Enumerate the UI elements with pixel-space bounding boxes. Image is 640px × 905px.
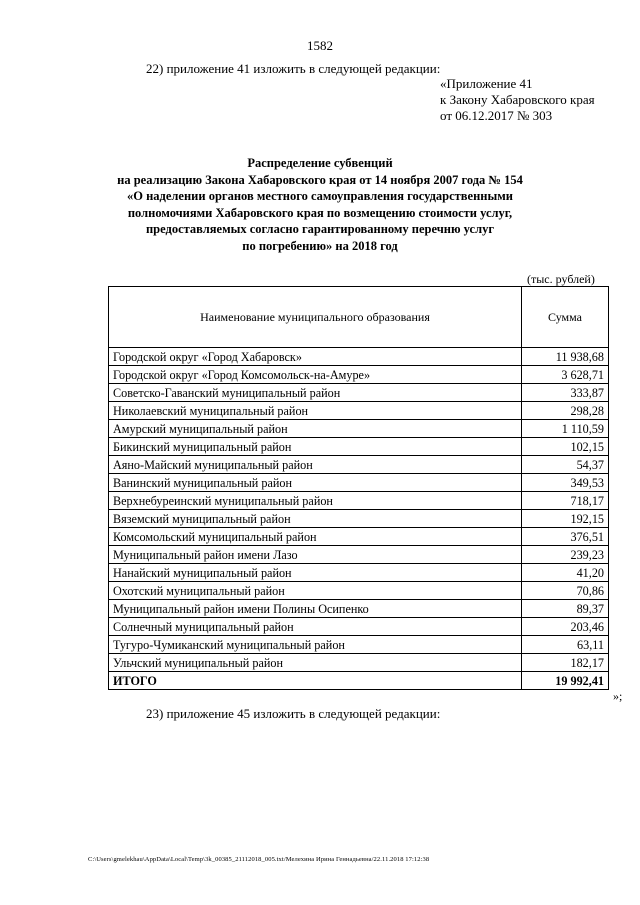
table-row bbox=[109, 402, 609, 420]
annex-line-1: «Приложение 41 bbox=[440, 76, 533, 91]
footer-path: C:\Users\gmelekhau\AppData\Local\Temp\3k_00385_21112018_005.txt/Мелехина Ирина Геннадьевна/22.11.2018 17:12:38 bbox=[88, 856, 430, 863]
row-sum: 718,17 bbox=[522, 492, 609, 510]
header-sum: Сумма bbox=[522, 287, 609, 348]
intro-line: 22) приложение 41 изложить в следующей редакции: bbox=[146, 61, 441, 76]
table-header-row bbox=[109, 287, 609, 348]
closing-quote: »; bbox=[613, 689, 623, 703]
table-row bbox=[109, 384, 609, 402]
row-sum: 54,37 bbox=[522, 456, 609, 474]
row-name: Амурский муниципальный район bbox=[109, 420, 522, 438]
table-row bbox=[109, 564, 609, 582]
table-row bbox=[109, 582, 609, 600]
title-line: «О наделении органов местного самоуправления государственными bbox=[127, 189, 513, 203]
row-name: Городской округ «Город Хабаровск» bbox=[109, 348, 522, 366]
table-row bbox=[109, 510, 609, 528]
row-sum: 182,17 bbox=[522, 654, 609, 672]
row-sum: 298,28 bbox=[522, 402, 609, 420]
row-sum: 63,11 bbox=[522, 636, 609, 654]
table-row bbox=[109, 348, 609, 366]
row-name: Ульчский муниципальный район bbox=[109, 654, 522, 672]
row-name: Ванинский муниципальный район bbox=[109, 474, 522, 492]
table-row bbox=[109, 600, 609, 618]
row-sum: 239,23 bbox=[522, 546, 609, 564]
row-sum: 11 938,68 bbox=[522, 348, 609, 366]
title-line: по погребению» на 2018 год bbox=[242, 238, 398, 253]
total-sum: 19 992,41 bbox=[522, 672, 609, 690]
row-sum: 89,37 bbox=[522, 600, 609, 618]
row-name: Николаевский муниципальный район bbox=[109, 402, 522, 420]
row-sum: 192,15 bbox=[522, 510, 609, 528]
row-sum: 41,20 bbox=[522, 564, 609, 582]
row-sum: 333,87 bbox=[522, 384, 609, 402]
title-line: предоставляемых согласно гарантированному перечню услуг bbox=[145, 222, 495, 236]
row-sum: 349,53 bbox=[522, 474, 609, 492]
table-row bbox=[109, 474, 609, 492]
row-name: Тугуро-Чумиканский муниципальный район bbox=[109, 636, 522, 654]
row-name: Вяземский муниципальный район bbox=[109, 510, 522, 528]
row-name: Муниципальный район имени Лазо bbox=[109, 546, 522, 564]
row-name: Советско-Гаванский муниципальный район bbox=[109, 384, 522, 402]
table-row bbox=[109, 420, 609, 438]
row-sum: 376,51 bbox=[522, 528, 609, 546]
row-name: Комсомольский муниципальный район bbox=[109, 528, 522, 546]
row-name: Солнечный муниципальный район bbox=[109, 618, 522, 636]
next-line: 23) приложение 45 изложить в следующей редакции: bbox=[146, 706, 441, 721]
table-row bbox=[109, 366, 609, 384]
row-name: Бикинский муниципальный район bbox=[109, 438, 522, 456]
row-sum: 102,15 bbox=[522, 438, 609, 456]
table-row bbox=[109, 528, 609, 546]
table-row bbox=[109, 438, 609, 456]
table-row bbox=[109, 546, 609, 564]
annex-line-2: к Закону Хабаровского края bbox=[440, 92, 595, 107]
total-row bbox=[109, 672, 609, 690]
table-row bbox=[109, 654, 609, 672]
title-line: на реализацию Закона Хабаровского края от 14 ноября 2007 года № 154 bbox=[117, 172, 523, 187]
document-title bbox=[100, 155, 540, 254]
page-number: 1582 bbox=[307, 38, 333, 53]
unit-note: (тыс. рублей) bbox=[527, 272, 595, 286]
annex-reference bbox=[440, 76, 595, 124]
row-sum: 203,46 bbox=[522, 618, 609, 636]
table-row bbox=[109, 618, 609, 636]
row-sum: 70,86 bbox=[522, 582, 609, 600]
row-name: Городской округ «Город Комсомольск-на-Амуре» bbox=[109, 366, 522, 384]
annex-line-3: от 06.12.2017 № 303 bbox=[440, 108, 553, 123]
row-name: Верхнебуреинский муниципальный район bbox=[109, 492, 522, 510]
total-label: ИТОГО bbox=[109, 672, 522, 690]
row-name: Аяно-Майский муниципальный район bbox=[109, 456, 522, 474]
header-name: Наименование муниципального образования bbox=[109, 287, 522, 348]
table-row bbox=[109, 456, 609, 474]
table-row bbox=[109, 492, 609, 510]
title-line: полномочиями Хабаровского края по возмещению стоимости услуг, bbox=[127, 205, 513, 220]
row-name: Нанайский муниципальный район bbox=[109, 564, 522, 582]
row-sum: 1 110,59 bbox=[522, 420, 609, 438]
subvention-table bbox=[108, 286, 609, 690]
title-line: Распределение субвенций bbox=[247, 156, 393, 170]
row-sum: 3 628,71 bbox=[522, 366, 609, 384]
row-name: Охотский муниципальный район bbox=[109, 582, 522, 600]
table-row bbox=[109, 636, 609, 654]
row-name: Муниципальный район имени Полины Осипенко bbox=[109, 600, 522, 618]
